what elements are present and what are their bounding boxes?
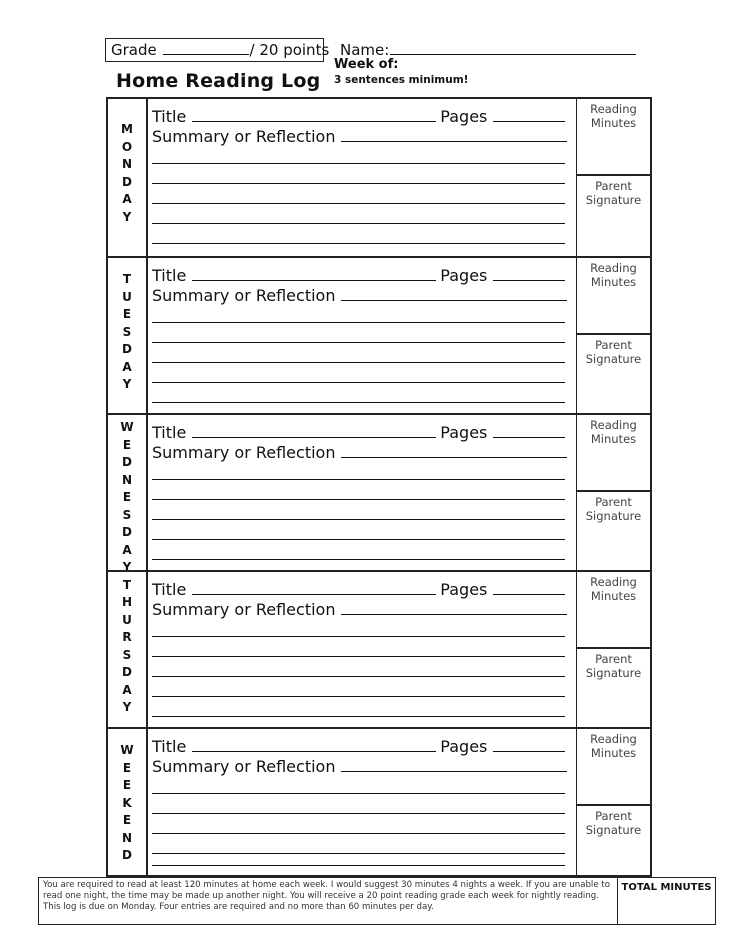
entry-area (148, 258, 576, 413)
writing-line[interactable] (152, 853, 565, 854)
day-letter: S (122, 647, 132, 662)
summary-line (152, 755, 567, 776)
writing-line[interactable] (152, 322, 565, 323)
pages-label: Pages (440, 423, 488, 442)
parent-signature-label-1: Parent (595, 652, 632, 666)
pages-blank[interactable] (493, 578, 565, 595)
writing-line[interactable] (152, 716, 565, 717)
summary-line (152, 598, 567, 619)
writing-line[interactable] (152, 813, 565, 814)
day-letter: A (122, 192, 132, 206)
grade-box[interactable] (105, 38, 330, 62)
title-line (152, 421, 565, 442)
minimum-note: 3 sentences minimum! (334, 74, 469, 86)
writing-line[interactable] (152, 676, 565, 677)
entry-area (148, 415, 576, 570)
parent-signature-label-2: Signature (585, 509, 642, 523)
day-label-column (108, 258, 148, 413)
total-minutes-label: TOTAL MINUTES (621, 882, 712, 893)
parent-signature-label-1: Parent (595, 338, 632, 352)
day-row-weekend (108, 727, 650, 876)
summary-blank[interactable] (341, 125, 567, 142)
summary-line (152, 441, 567, 462)
title-label: Title (152, 423, 187, 442)
day-letter: S (122, 324, 132, 339)
reading-minutes-label-2: Minutes (590, 589, 637, 603)
day-letter: W (120, 743, 134, 758)
day-letter: W (120, 420, 134, 434)
writing-line[interactable] (152, 865, 565, 866)
side-column (576, 729, 650, 876)
parent-signature-label-2: Signature (585, 823, 642, 837)
day-letter: N (121, 472, 133, 487)
day-letter: D (122, 665, 132, 679)
day-letter: Y (122, 700, 132, 714)
parent-signature-cell[interactable] (577, 804, 650, 876)
day-letter: N (121, 157, 133, 171)
day-letter: M (121, 122, 133, 136)
reading-minutes-label-1: Reading (590, 261, 637, 275)
reading-minutes-label-1: Reading (590, 418, 637, 432)
day-letter: D (122, 174, 132, 189)
reading-minutes-label-2: Minutes (590, 746, 637, 760)
day-letter: H (121, 595, 133, 609)
reading-minutes-cell[interactable] (577, 415, 650, 490)
writing-line[interactable] (152, 793, 565, 794)
day-letter: A (122, 682, 132, 697)
reading-minutes-cell[interactable] (577, 729, 650, 804)
entry-area (148, 572, 576, 727)
title-label: Title (152, 107, 187, 126)
writing-line[interactable] (152, 833, 565, 834)
day-letter: D (122, 455, 132, 469)
day-row-wednesday (108, 413, 650, 574)
summary-label: Summary or Reflection (152, 127, 336, 146)
writing-line[interactable] (152, 479, 565, 480)
parent-signature-label-2: Signature (585, 193, 642, 207)
reading-minutes-label-1: Reading (590, 102, 637, 116)
reading-minutes-label-2: Minutes (590, 116, 637, 130)
pages-blank[interactable] (493, 105, 565, 122)
day-name-vertical (108, 271, 146, 394)
writing-line[interactable] (152, 203, 565, 204)
side-column (576, 99, 650, 256)
writing-line[interactable] (152, 342, 565, 343)
day-letter: D (122, 342, 132, 357)
total-minutes-box[interactable] (617, 877, 716, 925)
day-letter: E (122, 778, 132, 793)
day-letter: T (122, 577, 132, 592)
reading-minutes-label-1: Reading (590, 732, 637, 746)
day-letter: E (122, 437, 132, 452)
pages-blank[interactable] (493, 264, 565, 281)
summary-label: Summary or Reflection (152, 286, 336, 305)
title-blank[interactable] (192, 264, 436, 281)
reading-log-table (106, 97, 652, 877)
day-letter: D (122, 848, 132, 863)
writing-line[interactable] (152, 362, 565, 363)
day-row-monday (108, 99, 650, 256)
grade-points: / 20 points (249, 41, 330, 59)
day-letter: Y (122, 560, 132, 574)
writing-line[interactable] (152, 559, 565, 560)
pages-label: Pages (440, 266, 488, 285)
day-letter: U (122, 612, 132, 627)
day-row-thursday (108, 570, 650, 727)
pages-label: Pages (440, 107, 488, 126)
summary-blank[interactable] (341, 441, 567, 458)
day-name-vertical (108, 742, 146, 865)
day-letter: E (122, 490, 132, 504)
title-blank[interactable] (192, 578, 436, 595)
writing-line[interactable] (152, 499, 565, 500)
day-letter: A (122, 359, 132, 374)
day-letter: S (122, 507, 132, 522)
title-label: Title (152, 266, 187, 285)
parent-signature-label-2: Signature (585, 352, 642, 366)
reading-minutes-cell[interactable] (577, 258, 650, 333)
reading-minutes-label-1: Reading (590, 575, 637, 589)
title-line (152, 105, 565, 126)
pages-label: Pages (440, 737, 488, 756)
day-letter: T (122, 272, 132, 287)
title-line (152, 735, 565, 756)
summary-label: Summary or Reflection (152, 757, 336, 776)
side-column (576, 258, 650, 413)
writing-line[interactable] (152, 402, 565, 403)
day-letter: E (122, 813, 132, 828)
writing-line[interactable] (152, 382, 565, 383)
writing-line[interactable] (152, 636, 565, 637)
title-label: Title (152, 580, 187, 599)
writing-line[interactable] (152, 519, 565, 520)
reading-minutes-cell[interactable] (577, 99, 650, 174)
day-label-column (108, 729, 148, 876)
day-letter: U (122, 289, 132, 304)
instructions-notice: You are required to read at least 120 minutes at home each week. I would suggest 30 minutes 4 nights a week. If you are unable to read one night, the time may be made up another night. You will receive a 20 point reading grade each week for nightly reading. This log is due on Monday. Four entries are required and no more than 60 minutes per day. (38, 877, 618, 925)
title-blank[interactable] (192, 105, 436, 122)
parent-signature-cell[interactable] (577, 490, 650, 570)
writing-line[interactable] (152, 539, 565, 540)
grade-label: Grade (111, 41, 157, 59)
day-letter: D (122, 525, 132, 539)
day-name-vertical (108, 577, 146, 717)
side-column (576, 415, 650, 570)
day-name-vertical (108, 121, 146, 226)
title-blank[interactable] (192, 735, 436, 752)
reading-minutes-label-2: Minutes (590, 275, 637, 289)
parent-signature-label-1: Parent (595, 809, 632, 823)
entry-area (148, 729, 576, 876)
day-letter: R (122, 630, 132, 644)
parent-signature-cell[interactable] (577, 174, 650, 256)
parent-signature-label-2: Signature (585, 666, 642, 680)
parent-signature-label-1: Parent (595, 495, 632, 509)
summary-blank[interactable] (341, 755, 567, 772)
title-line (152, 578, 565, 599)
writing-line[interactable] (152, 163, 565, 164)
title-label: Title (152, 737, 187, 756)
pages-blank[interactable] (493, 735, 565, 752)
writing-line[interactable] (152, 656, 565, 657)
pages-label: Pages (440, 580, 488, 599)
writing-line[interactable] (152, 223, 565, 224)
day-letter: O (121, 139, 133, 154)
day-letter: E (122, 760, 132, 775)
writing-line[interactable] (152, 183, 565, 184)
parent-signature-cell[interactable] (577, 647, 650, 727)
day-letter: K (122, 795, 132, 810)
day-label-column (108, 99, 148, 256)
summary-label: Summary or Reflection (152, 600, 336, 619)
summary-line (152, 284, 567, 305)
page-title: Home Reading Log (116, 70, 321, 92)
reading-minutes-cell[interactable] (577, 572, 650, 647)
name-label: Name: (340, 41, 390, 59)
name-blank[interactable] (390, 39, 636, 55)
pages-blank[interactable] (493, 421, 565, 438)
day-row-tuesday (108, 256, 650, 413)
side-column (576, 572, 650, 727)
writing-line[interactable] (152, 696, 565, 697)
day-label-column (108, 572, 148, 727)
summary-blank[interactable] (341, 598, 567, 615)
day-name-vertical (108, 419, 146, 577)
day-label-column (108, 415, 148, 574)
writing-line[interactable] (152, 243, 565, 244)
parent-signature-cell[interactable] (577, 333, 650, 413)
week-of-label: Week of: (334, 57, 399, 72)
grade-blank[interactable] (163, 40, 249, 55)
summary-line (152, 125, 567, 146)
day-letter: A (122, 542, 132, 557)
title-line (152, 264, 565, 285)
day-letter: E (122, 307, 132, 322)
day-letter: N (121, 830, 133, 845)
name-row (340, 39, 636, 59)
reading-minutes-label-2: Minutes (590, 432, 637, 446)
title-blank[interactable] (192, 421, 436, 438)
parent-signature-label-1: Parent (595, 179, 632, 193)
summary-blank[interactable] (341, 284, 567, 301)
day-letter: Y (122, 209, 132, 224)
summary-label: Summary or Reflection (152, 443, 336, 462)
day-letter: Y (122, 377, 132, 392)
entry-area (148, 99, 576, 256)
